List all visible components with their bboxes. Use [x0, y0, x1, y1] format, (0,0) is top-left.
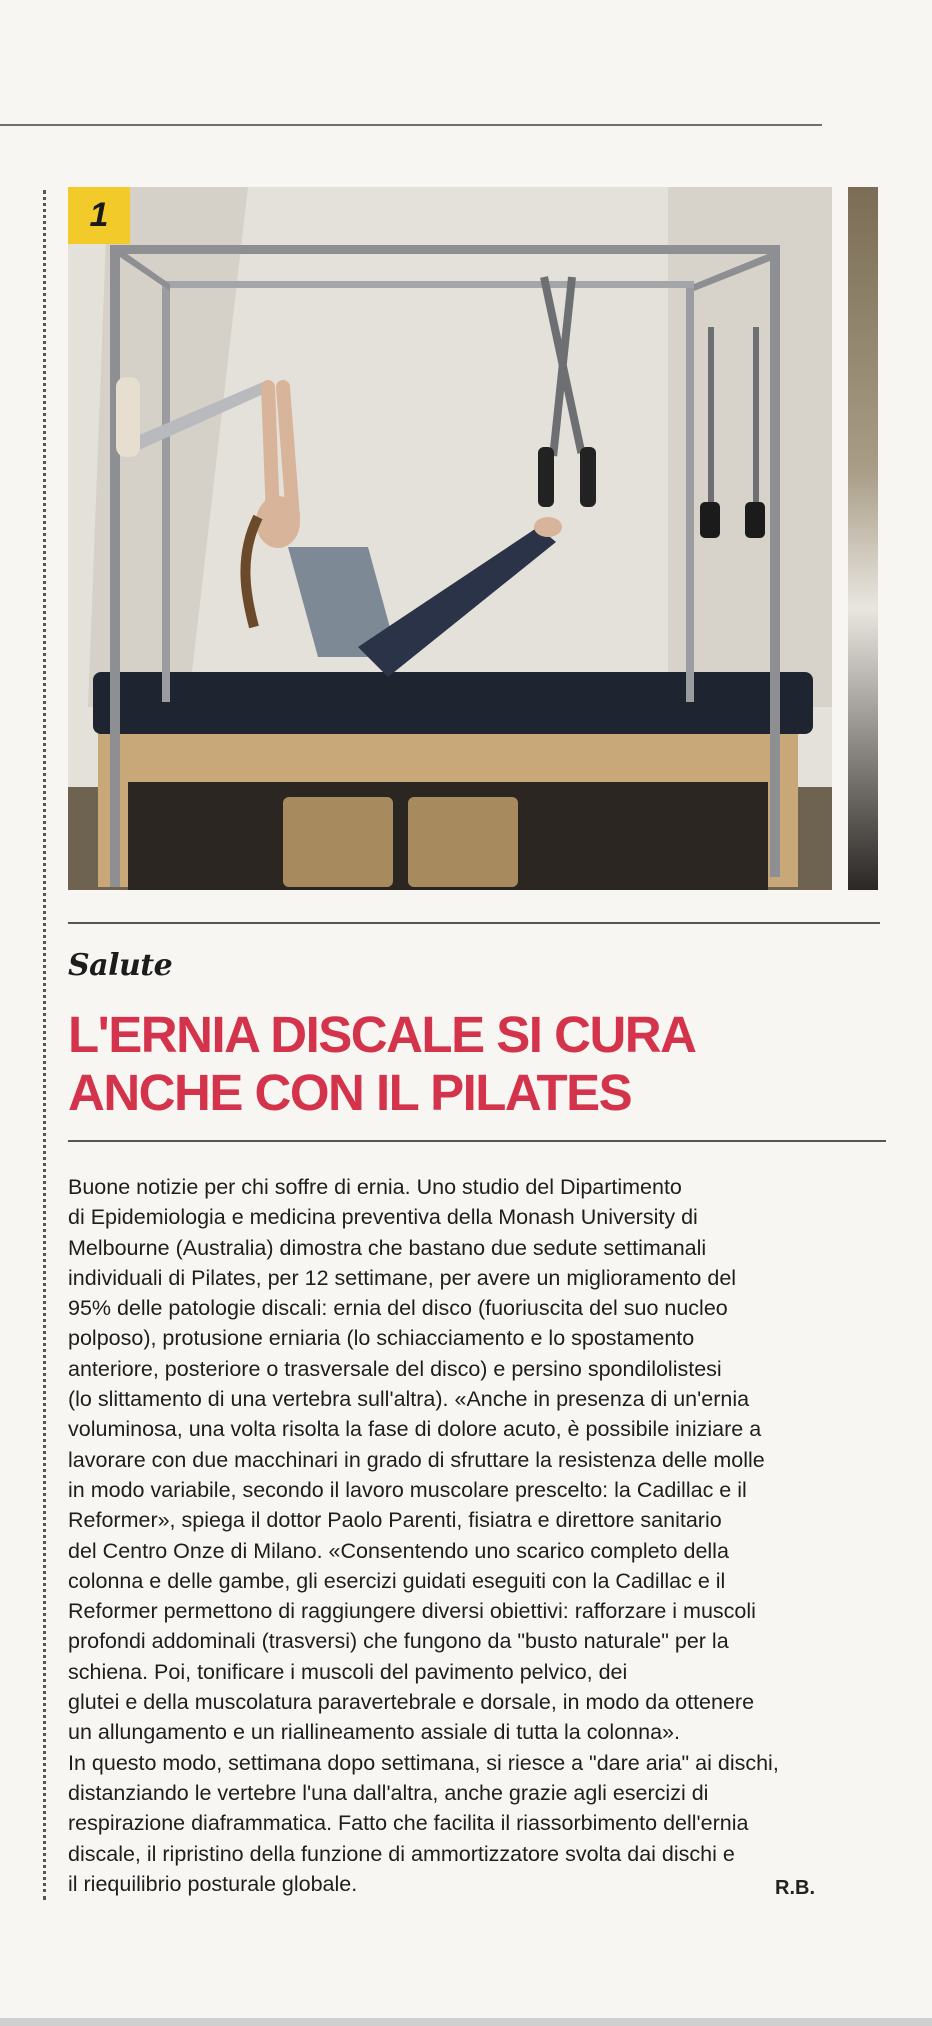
body-line: in modo variabile, secondo il lavoro muscolare prescelto: la Cadillac e il: [68, 1477, 747, 1502]
body-line: profondi addominali (trasversi) che fungono da "busto naturale" per la: [68, 1629, 729, 1654]
body-line: Buone notizie per chi soffre di ernia. Uno studio del Dipartimento: [68, 1175, 682, 1199]
headline-divider: [68, 1140, 886, 1142]
body-line: colonna e delle gambe, gli esercizi guidati eseguiti con la Cadillac e il: [68, 1568, 726, 1593]
body-line: schiena. Poi, tonificare i muscoli del pavimento pelvico, dei: [68, 1659, 628, 1684]
body-line: distanziando le vertebre l'una dall'altra, anche grazie agli esercizi di: [68, 1780, 709, 1805]
article-body: [68, 1172, 838, 1899]
body-line: In questo modo, settimana dopo settimana, si riesce a "dare aria" ai dischi,: [68, 1750, 779, 1775]
section-kicker: Salute: [68, 948, 173, 983]
headline-line-2: ANCHE CON IL PILATES: [68, 1064, 632, 1121]
adjacent-photo-edge: [848, 187, 878, 890]
body-line: individuali di Pilates, per 12 settimane, per avere un miglioramento del: [68, 1265, 737, 1290]
section-divider: [68, 922, 880, 924]
pilates-cadillac-photo: [68, 187, 832, 890]
page-edge-dotted-line: [43, 190, 46, 1900]
article-headline: [68, 1006, 868, 1122]
body-line: anteriore, posteriore o trasversale del disco) e persino spondilolistesi: [68, 1356, 722, 1381]
body-line: del Centro Onze di Milano. «Consentendo uno scarico completo della: [68, 1538, 729, 1563]
body-line: di Epidemiologia e medicina preventiva della Monash University di: [68, 1205, 698, 1230]
body-line: Melbourne (Australia) dimostra che bastano due sedute settimanali: [68, 1235, 707, 1260]
body-line: Reformer», spiega il dottor Paolo Parenti, fisiatra e direttore sanitario: [68, 1508, 722, 1533]
figure-number-badge: 1: [68, 187, 130, 244]
body-line: discale, il ripristino della funzione di ammortizzatore svolta dai dischi e: [68, 1841, 735, 1866]
scan-bottom-edge: [0, 2018, 932, 2026]
body-line: un allungamento e un riallineamento assiale di tutta la colonna».: [68, 1720, 680, 1745]
body-line: polposo), protusione erniaria (lo schiacciamento e lo spostamento: [68, 1326, 695, 1351]
body-line: lavorare con due macchinari in grado di sfruttare la resistenza delle molle: [68, 1447, 765, 1472]
body-line: 95% delle patologie discali: ernia del disco (fuoriuscita del suo nucleo: [68, 1296, 728, 1321]
headline-line-1: L'ERNIA DISCALE SI CURA: [68, 1006, 696, 1063]
body-line: respirazione diaframmatica. Fatto che facilita il riassorbimento dell'ernia: [68, 1811, 749, 1836]
top-rule: [0, 124, 822, 126]
body-line: (lo slittamento di una vertebra sull'altra). «Anche in presenza di un'ernia: [68, 1387, 750, 1412]
body-line: glutei e della muscolatura paravertebrale e dorsale, in modo da ottenere: [68, 1690, 755, 1715]
body-line: voluminosa, una volta risolta la fase di dolore acuto, è possibile iniziare a: [68, 1417, 762, 1442]
author-initials: R.B.: [775, 1877, 815, 1899]
body-line: Reformer permettono di raggiungere diversi obiettivi: rafforzare i muscoli: [68, 1599, 756, 1624]
body-line: il riequilibrio posturale globale.: [68, 1871, 358, 1896]
